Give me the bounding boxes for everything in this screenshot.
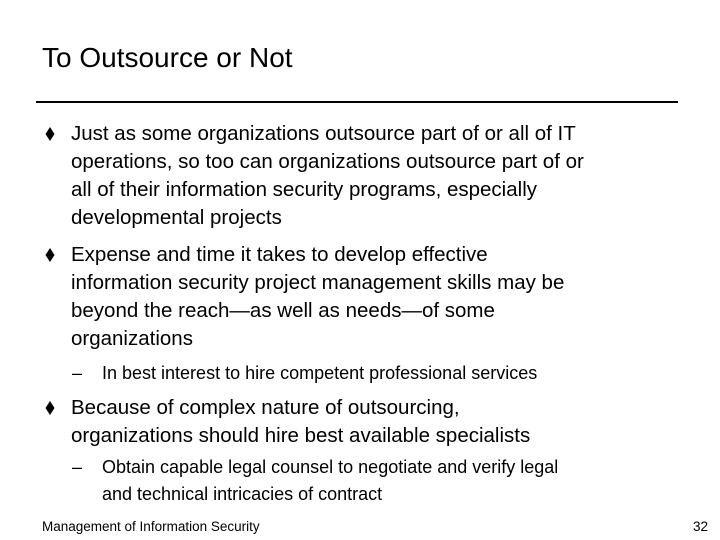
slide-title: To Outsource or Not <box>42 42 293 73</box>
bullet-line: all of their information security programs, especially <box>71 178 537 201</box>
bullet-text <box>71 241 681 353</box>
diamond-bullet-icon <box>42 245 58 265</box>
sub-bullet-text <box>102 360 537 387</box>
bullet-line: Expense and time it takes to develop effective <box>71 243 488 266</box>
bullet-line: Because of complex nature of outsourcing, <box>71 396 460 419</box>
bullet-line: organizations should hire best available specialists <box>71 424 531 447</box>
bullet-line: beyond the reach—as well as needs—of some <box>71 299 495 322</box>
bullet-line: operations, so too can organizations outsource part of or <box>71 150 584 173</box>
sub-bullet-dash: – <box>72 363 83 383</box>
bullet-line: developmental projects <box>71 206 282 229</box>
page-number: 32 <box>692 519 708 534</box>
diamond-bullet-icon <box>42 398 58 418</box>
sub-bullet-dash: – <box>72 457 83 477</box>
bullet-text <box>71 120 681 232</box>
bullet-line: information security project management skills may be <box>71 271 565 294</box>
diamond-bullet-icon <box>42 124 58 144</box>
sub-bullet-line: and technical intricacies of contract <box>102 484 383 504</box>
sub-bullet-line: In best interest to hire competent professional services <box>102 363 538 383</box>
sub-bullet-text <box>102 454 558 508</box>
bullet-line: organizations <box>71 327 193 350</box>
bullet-text <box>71 394 681 450</box>
sub-bullet-line: Obtain capable legal counsel to negotiate and verify legal <box>102 457 559 477</box>
footer-course-title: Management of Information Security <box>42 519 260 534</box>
title-divider <box>36 101 678 103</box>
bullet-line: Just as some organizations outsource part of or all of IT <box>71 122 576 145</box>
